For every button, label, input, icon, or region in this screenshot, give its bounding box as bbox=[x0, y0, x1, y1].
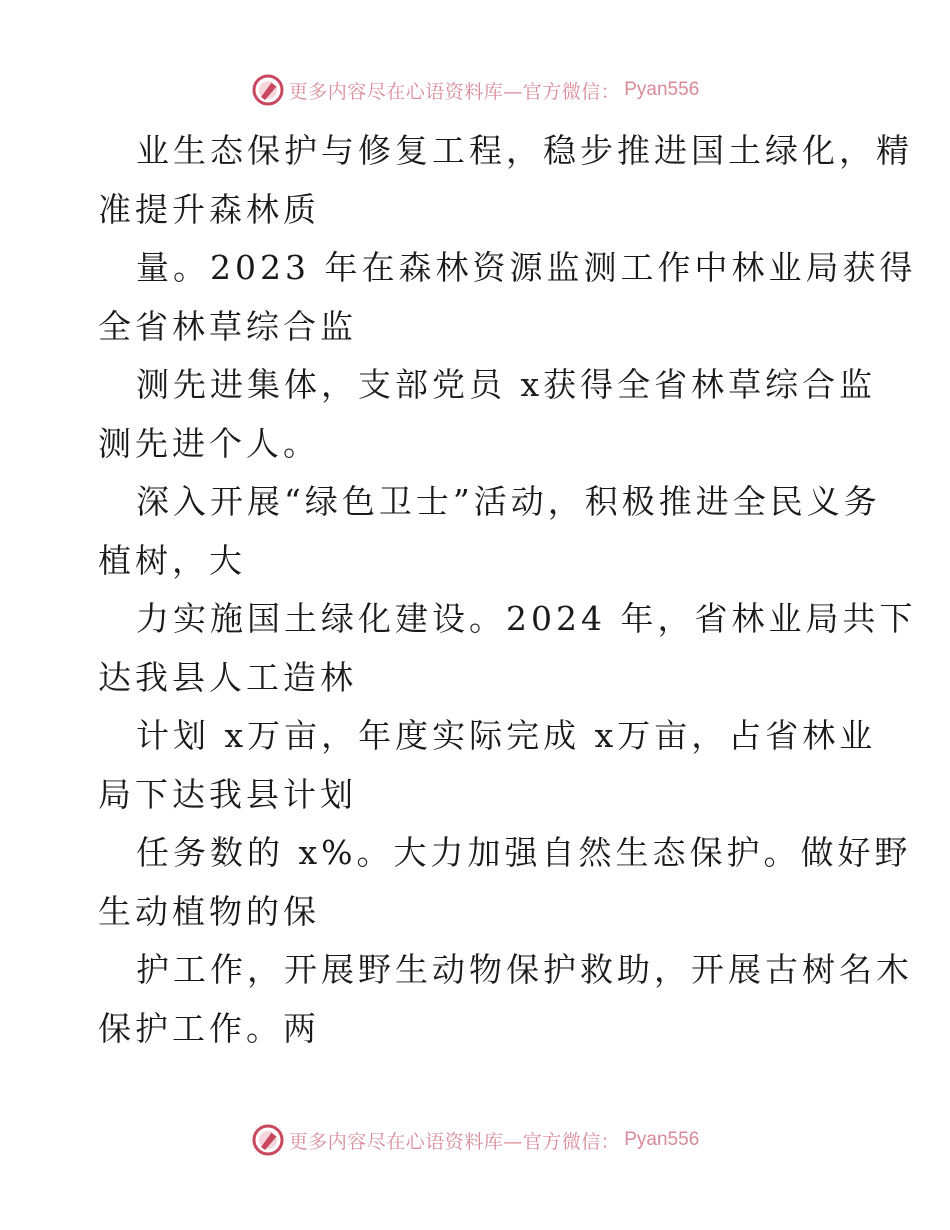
body-line: 保护工作。两 bbox=[98, 1008, 320, 1048]
body-line: 准提升森林质 bbox=[98, 189, 320, 229]
body-line: 业生态保护与修复工程，稳步推进国土绿化，精 bbox=[136, 131, 913, 170]
body-line: 力实施国土绿化建设。2024 年，省林业局共下 bbox=[136, 599, 917, 638]
pen-nib-circle-icon bbox=[251, 1123, 285, 1157]
banner-brand-text: 更多内容尽在心语资料库—官方微信： bbox=[288, 1130, 621, 1153]
body-line: 测先进集体，支部党员 x获得全省林草综合监 bbox=[136, 365, 877, 404]
body-line: 护工作，开展野生动物保护救助，开展古树名木 bbox=[136, 950, 913, 989]
body-line: 局下达我县计划 bbox=[98, 774, 357, 814]
body-line: 量。2023 年在森林资源监测工作中林业局获得 bbox=[136, 248, 917, 287]
body-line: 计划 x万亩，年度实际完成 x万亩，占省林业 bbox=[136, 716, 877, 755]
banner-account-id: Pyan556 bbox=[624, 79, 700, 100]
pen-nib-circle-icon bbox=[251, 73, 285, 107]
body-line: 测先进个人。 bbox=[98, 423, 320, 463]
document-body bbox=[98, 122, 917, 1058]
body-line: 全省林草综合监 bbox=[98, 306, 357, 346]
footer-banner bbox=[0, 1120, 950, 1160]
body-line: 植树，大 bbox=[98, 540, 246, 580]
body-line: 生动植物的保 bbox=[98, 891, 320, 931]
header-banner bbox=[0, 70, 950, 110]
body-line: 深入开展“绿色卫士”活动，积极推进全民义务 bbox=[136, 482, 881, 521]
banner-brand-text: 更多内容尽在心语资料库—官方微信： bbox=[288, 80, 621, 103]
banner-account-id: Pyan556 bbox=[624, 1129, 700, 1150]
body-line: 达我县人工造林 bbox=[98, 657, 357, 697]
body-line: 任务数的 x%。大力加强自然生态保护。做好野 bbox=[136, 833, 912, 872]
